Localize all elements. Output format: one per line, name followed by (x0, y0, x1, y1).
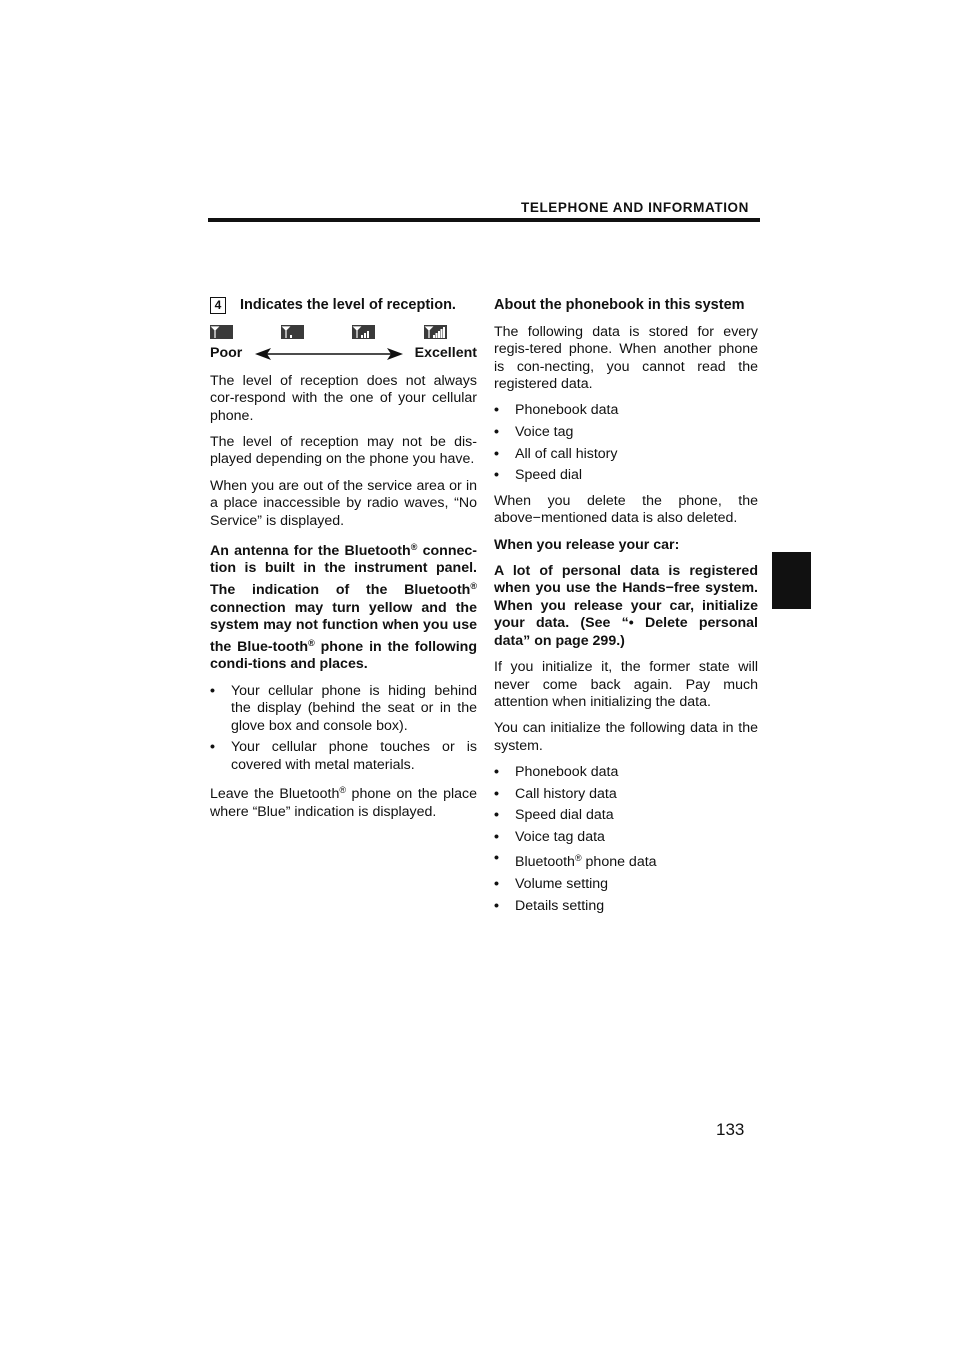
bullet-icon: • (494, 445, 499, 462)
signal-1-bar-icon (281, 325, 304, 339)
item-number-box: 4 (210, 297, 226, 314)
list-item-text: Phonebook data (515, 402, 619, 419)
list-item (494, 876, 758, 894)
registered-mark: ® (470, 581, 477, 592)
registered-mark: ® (410, 541, 418, 552)
list-item (494, 850, 758, 872)
leave-phone-part: Leave the Bluetooth (210, 786, 340, 803)
signal-icons-row (210, 325, 477, 341)
list-item (494, 446, 758, 464)
paragraph: When you delete the phone, the above−mentioned data is also deleted. (494, 492, 758, 527)
list-item (494, 764, 758, 782)
paragraph: The level of reception does not always cor-respond with the one of your cellular phone. (210, 372, 477, 424)
paragraph: The following data is stored for every regis-tered phone. When another phone is con-necting, you cannot read the registered data. (494, 323, 758, 393)
paragraph: You can initialize the following data in the system. (494, 720, 758, 754)
bullet-icon: • (210, 682, 215, 699)
registered-mark: ® (308, 637, 315, 648)
list-item-text: Voice tag data (515, 828, 605, 845)
bullet-icon: • (494, 402, 499, 419)
list-item (494, 829, 758, 847)
list-item (494, 424, 758, 442)
reception-scale (210, 345, 477, 363)
bullet-icon: • (494, 807, 499, 824)
paragraph: When you are out of the service area or in a place inaccessible by radio waves, “No Service” is displayed. (210, 477, 477, 529)
bullet-icon: • (494, 876, 499, 893)
release-heading: When you release your car: (494, 536, 680, 553)
page-number: 133 (716, 1120, 745, 1139)
list-item-text: All of call history (515, 445, 618, 462)
stored-data-list (494, 402, 758, 484)
list-item-text: Your cellular phone is hiding behind the display (behind the seat or in the glove box and console box). (231, 682, 477, 734)
bluetooth-warning-part: connection may turn yellow and the system may not function when you use the Blue-tooth (210, 599, 477, 655)
list-item-text: Speed dial (515, 467, 583, 484)
bullet-icon: • (210, 739, 215, 756)
release-warning-part: Delete personal data” on page 299.) (494, 615, 758, 649)
paragraph: The level of reception may not be dis-played depending on the phone you have. (210, 433, 477, 468)
bullet-icon: • (494, 850, 499, 867)
scale-poor-label: Poor (210, 344, 243, 361)
list-item-text: Speed dial data (515, 807, 614, 824)
paragraph: If you initialize it, the former state will never come back again. Pay much attention when initializing the data. (494, 659, 758, 711)
condition-list (210, 683, 477, 775)
list-item (210, 683, 477, 736)
left-column (210, 297, 477, 830)
list-item-text: Your cellular phone touches or is covered with metal materials. (231, 739, 477, 773)
section-tab-marker (772, 552, 811, 609)
list-item-text: Details setting (515, 897, 605, 914)
scale-excellent-label: Excellent (414, 344, 477, 361)
bullet-icon: • (494, 785, 499, 802)
leave-phone-part: phone on the place where “Blue” indication is displayed. (210, 786, 478, 821)
bluetooth-warning-part: An antenna for the Bluetooth (210, 542, 411, 559)
bullet-icon: • (628, 615, 634, 632)
list-item-text: Volume setting (515, 876, 609, 893)
release-warning-part: A lot of personal data is registered when you use the Hands−free system. When you release your car, initialize your data. (See “ (494, 562, 758, 632)
reception-heading (210, 297, 477, 315)
list-item-text: Phonebook data (515, 764, 619, 781)
header-rule (208, 218, 760, 222)
list-item (494, 807, 758, 825)
bullet-icon: • (494, 897, 499, 914)
reception-heading-text: Indicates the level of reception. (240, 297, 456, 313)
list-item-text: Bluetooth (515, 854, 575, 871)
leave-phone-note (210, 782, 477, 821)
bullet-icon: • (494, 828, 499, 845)
list-item (494, 467, 758, 485)
header-title: TELEPHONE AND INFORMATION (521, 200, 749, 215)
list-item (494, 786, 758, 804)
list-item-text: Call history data (515, 785, 617, 802)
right-column (494, 297, 758, 923)
list-item (494, 898, 758, 916)
list-item-text: Voice tag (515, 424, 574, 441)
registered-mark: ® (574, 853, 582, 864)
list-item (210, 739, 477, 774)
list-item (494, 402, 758, 420)
list-item-text: phone data (581, 854, 657, 871)
bluetooth-warning (210, 539, 477, 674)
bullet-icon: • (494, 424, 499, 441)
bullet-icon: • (494, 467, 499, 484)
registered-mark: ® (339, 785, 347, 796)
release-warning (494, 563, 758, 651)
signal-0-bars-icon (210, 325, 233, 339)
double-arrow-icon (255, 347, 403, 361)
signal-3-bars-icon (352, 325, 375, 339)
phonebook-heading: About the phonebook in this system (494, 297, 745, 313)
bullet-icon: • (494, 764, 499, 781)
signal-5-bars-icon (424, 325, 447, 339)
bluetooth-warning-part: connec-tion is built in the instrument panel. The indication of the Bluetooth (210, 542, 477, 599)
bluetooth-warning-part: phone in the following condi-tions and places. (210, 638, 477, 673)
initialize-data-list (494, 764, 758, 915)
